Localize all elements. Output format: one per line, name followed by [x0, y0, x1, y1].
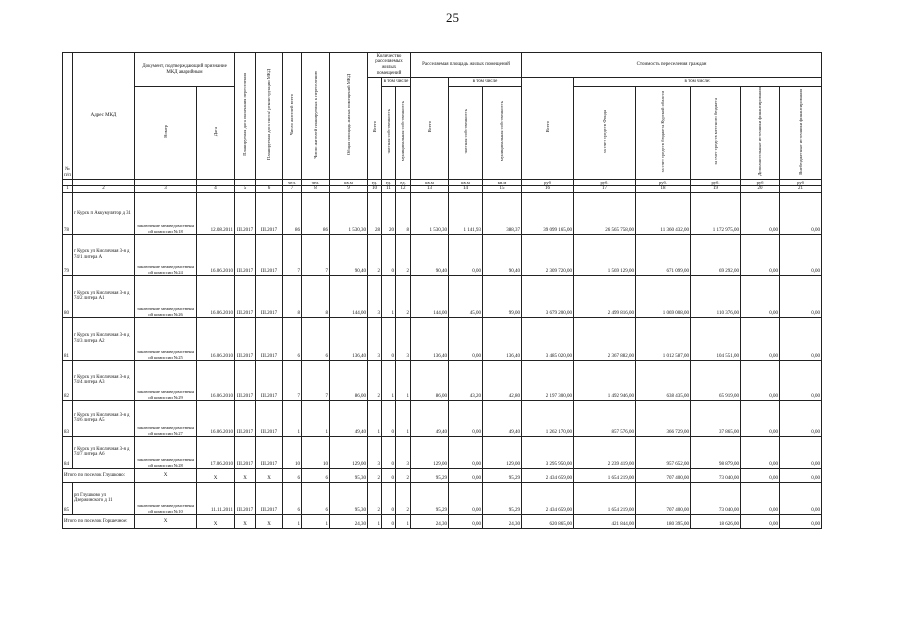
value-cell: 37 865,00 [691, 400, 741, 436]
document-cell: заключение межведомственн ой комиссии №18 [135, 192, 197, 234]
value-cell: 1 [382, 360, 396, 400]
value-cell: 6 [302, 468, 330, 482]
column-number-cell: 21 [780, 185, 822, 192]
value-cell: 638 435,00 [636, 360, 691, 400]
table-row [63, 436, 822, 468]
date-cell: 16.06.2010 [197, 400, 235, 436]
header-total-area: Общая площадь жилых помещений МКД [330, 53, 368, 180]
table-row [63, 482, 822, 514]
column-numbers-row [63, 185, 822, 192]
unit-cell: руб [780, 179, 822, 185]
value-cell: 1 [283, 514, 302, 528]
value-cell: 0,00 [449, 317, 483, 360]
value-cell: 0,00 [780, 192, 822, 234]
value-cell: 0,00 [780, 514, 822, 528]
value-cell: 2 434 659,00 [522, 482, 574, 514]
address-cell: г Курск ул Кисличная 3-я д 74/3 литера А2 [73, 317, 135, 360]
header-region-budget: за счет средств бюджета Курской области [636, 87, 691, 180]
unit-cell: руб. [691, 179, 741, 185]
date-cell: 16.06.2010 [197, 317, 235, 360]
value-cell: 42,80 [483, 360, 522, 400]
value-cell: 2 [368, 468, 382, 482]
value-cell: 671 099,00 [636, 234, 691, 275]
value-cell: 0,00 [449, 468, 483, 482]
value-cell: 0 [382, 317, 396, 360]
planned-end-cell: III.2017 [235, 192, 256, 234]
header-planned-end: Планируемая дата окончания переселения [235, 53, 256, 180]
value-cell: 0 [382, 468, 396, 482]
value-cell: 45,00 [449, 275, 483, 317]
header-planned-demolition: Планируемая дата сноса/ реконструкции МКД [256, 53, 283, 180]
date-cell: 11.11.2011 [197, 482, 235, 514]
address-cell: г Курск ул Кисличная 3-я д 74/2 литера А1 [73, 275, 135, 317]
unit-cell: ед. [368, 179, 382, 185]
value-cell: 1 654 219,00 [574, 468, 636, 482]
value-cell: 0,00 [741, 482, 780, 514]
value-cell: 1 012 587,00 [636, 317, 691, 360]
value-cell: 0 [382, 400, 396, 436]
value-cell: 86,00 [330, 360, 368, 400]
column-number-cell: 18 [636, 185, 691, 192]
resettlement-table [62, 52, 822, 529]
value-cell: 0,00 [449, 514, 483, 528]
value-cell: 0,00 [449, 234, 483, 275]
header-address: Адрес МКД [73, 53, 135, 180]
value-cell: 6 [283, 468, 302, 482]
value-cell: 0,00 [741, 468, 780, 482]
value-cell: 2 499 816,00 [574, 275, 636, 317]
value-cell: 3 485 020,00 [522, 317, 574, 360]
column-number-cell: 10 [368, 185, 382, 192]
column-number-cell: 7 [283, 185, 302, 192]
row-number: 80 [63, 275, 73, 317]
subtotal-label: Итого по поселок Горшечное: [63, 514, 135, 528]
value-cell: 90,40 [411, 234, 449, 275]
document-cell: заключение межведомственн ой комиссии №27 [135, 400, 197, 436]
value-cell: 24,30 [330, 514, 368, 528]
table-row [63, 400, 822, 436]
unit-cell: чел. [283, 179, 302, 185]
column-number-cell: 5 [235, 185, 256, 192]
value-cell: 0,00 [780, 234, 822, 275]
value-cell: 0,00 [780, 360, 822, 400]
header-area-resettled: Расселяемая площадь жилых помещений [411, 53, 522, 78]
value-cell: 1 530,30 [330, 192, 368, 234]
value-cell: 0,00 [741, 436, 780, 468]
row-number: 83 [63, 400, 73, 436]
date-cell: 16.06.2010 [197, 360, 235, 400]
column-number-cell: 11 [382, 185, 396, 192]
value-cell: 18 626,00 [691, 514, 741, 528]
column-number-cell: 8 [302, 185, 330, 192]
document-cell: заключение межведомственн ой комиссии №24 [135, 234, 197, 275]
value-cell: 1 [368, 400, 382, 436]
planned-end-cell: III.2017 [235, 360, 256, 400]
column-number-cell: 9 [330, 185, 368, 192]
value-cell: 144,00 [330, 275, 368, 317]
unit-cell: кв.м [449, 179, 483, 185]
planned-end-cell: III.2017 [235, 436, 256, 468]
header-rooms-private: частная собственность [382, 87, 396, 180]
header-cost-total: Всего [522, 78, 574, 180]
value-cell: 3 [368, 317, 382, 360]
value-cell: 3 [396, 317, 411, 360]
column-number-cell: 16 [522, 185, 574, 192]
value-cell: 95,30 [330, 468, 368, 482]
value-cell: 0,00 [741, 317, 780, 360]
unit-cell: руб. [574, 179, 636, 185]
value-cell: 0,00 [780, 400, 822, 436]
value-cell: 0,00 [741, 400, 780, 436]
value-cell: 2 239 419,00 [574, 436, 636, 468]
planned-end-cell: III.2017 [235, 400, 256, 436]
address-cell: г Курск ул Кисличная 3-я д 74/6 литера А5 [73, 400, 135, 436]
value-cell: 1 [396, 400, 411, 436]
value-cell: 86 [283, 192, 302, 234]
value-cell: 1 [302, 514, 330, 528]
value-cell: 7 [283, 360, 302, 400]
value-cell: 8 [302, 275, 330, 317]
value-cell: 0,00 [780, 436, 822, 468]
value-cell: 1 [302, 400, 330, 436]
value-cell: 26 565 758,00 [574, 192, 636, 234]
unit-cell: руб [522, 179, 574, 185]
value-cell: 8 [396, 192, 411, 234]
unit-cell: чел. [302, 179, 330, 185]
value-cell: 129,00 [411, 436, 449, 468]
value-cell: 49,40 [330, 400, 368, 436]
date-cell: 16.06.2010 [197, 234, 235, 275]
value-cell: 73 040,00 [691, 468, 741, 482]
value-cell: 24,30 [411, 514, 449, 528]
value-cell: 136,40 [330, 317, 368, 360]
header-fund: за счет средств Фонда [574, 87, 636, 180]
table-row [63, 275, 822, 317]
row-number: 82 [63, 360, 73, 400]
value-cell: 1 530,30 [411, 192, 449, 234]
header-rooms-incl: в том числе [382, 78, 411, 87]
header-rooms-total: Всего [368, 78, 382, 180]
value-cell: 1 492 946,00 [574, 360, 636, 400]
value-cell: 10 [302, 436, 330, 468]
planned-demolition-cell: III.2017 [256, 192, 283, 234]
table-row [63, 360, 822, 400]
subtotal-row [63, 468, 822, 482]
value-cell: 0,00 [449, 436, 483, 468]
value-cell: 28 [368, 192, 382, 234]
date-cell: X [197, 514, 235, 528]
date-cell: X [197, 468, 235, 482]
row-number: 79 [63, 234, 73, 275]
column-number-cell: 20 [741, 185, 780, 192]
planned-demolition-cell: III.2017 [256, 275, 283, 317]
planned-demolition-cell: X [256, 468, 283, 482]
document-cell: заключение межведомственн ой комиссии №10 [135, 482, 197, 514]
address-cell: г Курск ул Кисличная 3-я д 74/7 литера А6 [73, 436, 135, 468]
header-residents-planned: Число жителей планируемых к переселению [302, 53, 330, 180]
value-cell: 104 551,00 [691, 317, 741, 360]
value-cell: 73 040,00 [691, 482, 741, 514]
value-cell: 0,00 [449, 482, 483, 514]
address-cell: г Курск ул Кисличная 3-я д 74/1 литера А [73, 234, 135, 275]
value-cell: 620 865,00 [522, 514, 574, 528]
planned-demolition-cell: III.2017 [256, 400, 283, 436]
value-cell: 0 [382, 482, 396, 514]
column-number-cell: 2 [73, 185, 135, 192]
value-cell: 388,37 [483, 192, 522, 234]
table-row [63, 192, 822, 234]
unit-cell: кв.м [330, 179, 368, 185]
value-cell: 2 367 882,00 [574, 317, 636, 360]
unit-cell: ед. [382, 179, 396, 185]
value-cell: 3 [368, 275, 382, 317]
planned-demolition-cell: III.2017 [256, 317, 283, 360]
value-cell: 2 [368, 360, 382, 400]
value-cell: 1 [396, 360, 411, 400]
planned-demolition-cell: III.2017 [256, 360, 283, 400]
value-cell: 129,00 [483, 436, 522, 468]
value-cell: 24,30 [483, 514, 522, 528]
value-cell: 1 [382, 275, 396, 317]
column-number-cell: 1 [63, 185, 73, 192]
row-number: 81 [63, 317, 73, 360]
value-cell: 20 [382, 192, 396, 234]
value-cell: 1 [283, 400, 302, 436]
value-cell: 95,30 [330, 482, 368, 514]
date-cell: 17.06.2010 [197, 436, 235, 468]
row-number: 84 [63, 436, 73, 468]
value-cell: 136,40 [483, 317, 522, 360]
planned-demolition-cell: X [256, 514, 283, 528]
header-doc-date: Дата [197, 87, 235, 180]
value-cell: 3 [396, 436, 411, 468]
planned-demolition-cell: III.2017 [256, 234, 283, 275]
value-cell: 3 [368, 436, 382, 468]
document-cell: заключение межведомственн ой комиссии №25 [135, 317, 197, 360]
table-row [63, 234, 822, 275]
subtotal-label: Итого по поселок Глушково: [63, 468, 135, 482]
value-cell: 0,00 [780, 275, 822, 317]
value-cell: 421 844,00 [574, 514, 636, 528]
value-cell: 857 576,00 [574, 400, 636, 436]
planned-end-cell: X [235, 514, 256, 528]
value-cell: 7 [302, 234, 330, 275]
document-cell: заключение межведомственн ой комиссии №28 [135, 436, 197, 468]
planned-end-cell: III.2017 [235, 317, 256, 360]
planned-end-cell: X [235, 468, 256, 482]
planned-end-cell: III.2017 [235, 234, 256, 275]
value-cell: 110 376,00 [691, 275, 741, 317]
value-cell: 136,40 [411, 317, 449, 360]
value-cell: 69 292,00 [691, 234, 741, 275]
value-cell: 0,00 [449, 400, 483, 436]
value-cell: 0,00 [741, 275, 780, 317]
value-cell: 707 400,00 [636, 482, 691, 514]
header-doc-number: Номер [135, 87, 197, 180]
value-cell: 0,00 [741, 234, 780, 275]
value-cell: 39 099 165,00 [522, 192, 574, 234]
value-cell: 0,00 [780, 317, 822, 360]
value-cell: 90,40 [483, 234, 522, 275]
value-cell: 180 395,00 [636, 514, 691, 528]
header-rooms-municipal: муниципальная собственность [396, 87, 411, 180]
value-cell: 0 [382, 436, 396, 468]
value-cell: 0,00 [780, 482, 822, 514]
value-cell: 2 309 720,00 [522, 234, 574, 275]
value-cell: 1 141,93 [449, 192, 483, 234]
value-cell: 49,40 [483, 400, 522, 436]
value-cell: 3 679 200,00 [522, 275, 574, 317]
value-cell: 90,40 [330, 234, 368, 275]
value-cell: 8 [283, 275, 302, 317]
value-cell: 1 [396, 514, 411, 528]
address-cell: г Курск ул Кисличная 3-я д 74/4 литера А3 [73, 360, 135, 400]
value-cell: 86,00 [411, 360, 449, 400]
value-cell: 6 [283, 482, 302, 514]
column-number-cell: 3 [135, 185, 197, 192]
value-cell: 86 [302, 192, 330, 234]
planned-end-cell: III.2017 [235, 275, 256, 317]
value-cell: 98 879,00 [691, 436, 741, 468]
value-cell: 95,29 [411, 482, 449, 514]
column-number-cell: 12 [396, 185, 411, 192]
header-document: Документ, подтверждающий признание МКД аварийным [135, 53, 235, 87]
value-cell: 366 729,00 [636, 400, 691, 436]
row-number: 78 [63, 192, 73, 234]
row-number: 85 [63, 482, 73, 514]
header-area-incl: в том числе [449, 78, 522, 87]
value-cell: 99,00 [483, 275, 522, 317]
planned-demolition-cell: III.2017 [256, 482, 283, 514]
value-cell: 65 919,00 [691, 360, 741, 400]
value-cell: 0,00 [741, 192, 780, 234]
value-cell: 0 [382, 234, 396, 275]
header-row-num: № п/п [63, 53, 73, 180]
value-cell: 0 [382, 514, 396, 528]
value-cell: 0,00 [741, 360, 780, 400]
date-cell: 16.06.2010 [197, 275, 235, 317]
document-cell: заключение межведомственн ой комиссии №29 [135, 360, 197, 400]
document-cell: заключение межведомственн ой комиссии №26 [135, 275, 197, 317]
unit-cell: ед. [396, 179, 411, 185]
date-cell: 12.08.2011 [197, 192, 235, 234]
planned-end-cell: III.2017 [235, 482, 256, 514]
value-cell: 7 [302, 360, 330, 400]
table-row [63, 317, 822, 360]
value-cell: 144,00 [411, 275, 449, 317]
address-cell: г Курск п Аккумулятор д 31 [73, 192, 135, 234]
header-additional: Дополнительные источники финансирования [741, 87, 780, 180]
value-cell: 957 652,00 [636, 436, 691, 468]
page-number: 25 [446, 10, 459, 25]
value-cell: 2 [368, 234, 382, 275]
value-cell: 6 [302, 482, 330, 514]
value-cell: 2 434 659,00 [522, 468, 574, 482]
value-cell: 129,00 [330, 436, 368, 468]
value-cell: 6 [302, 317, 330, 360]
value-cell: 1 069 008,00 [636, 275, 691, 317]
value-cell: 0,00 [780, 468, 822, 482]
unit-cell: кв.м [411, 179, 449, 185]
value-cell: 1 172 975,00 [691, 192, 741, 234]
value-cell: 2 [396, 234, 411, 275]
header-area-total: Всего [411, 78, 449, 180]
address-cell: рп Глушково ул Дзержинского д 11 [73, 482, 135, 514]
column-number-cell: 13 [411, 185, 449, 192]
value-cell: 1 654 219,00 [574, 482, 636, 514]
value-cell: 2 [396, 482, 411, 514]
subtotal-row [63, 514, 822, 528]
header-rooms-count: Количество расселяемых жилых помещений [368, 53, 411, 78]
header-area-private: частная собственность [449, 87, 483, 180]
value-cell: 2 [396, 468, 411, 482]
header-cost-incl: в том числе: [574, 78, 822, 87]
value-cell: 6 [283, 317, 302, 360]
header-extrabudget: Внебюджетные источники финансирования [780, 87, 822, 180]
value-cell: 7 [283, 234, 302, 275]
column-number-cell: 15 [483, 185, 522, 192]
value-cell: 43,20 [449, 360, 483, 400]
planned-demolition-cell: III.2017 [256, 436, 283, 468]
value-cell: 2 [396, 275, 411, 317]
unit-cell: руб [741, 179, 780, 185]
value-cell: 2 197 300,00 [522, 360, 574, 400]
column-number-cell: 6 [256, 185, 283, 192]
column-number-cell: 17 [574, 185, 636, 192]
value-cell: 95,29 [483, 468, 522, 482]
header-residents-total: Число жителей всего [283, 53, 302, 180]
value-cell: 95,29 [483, 482, 522, 514]
value-cell: 10 [283, 436, 302, 468]
column-number-cell: 4 [197, 185, 235, 192]
unit-cell: руб. [636, 179, 691, 185]
value-cell: 11 360 432,00 [636, 192, 691, 234]
header-area-municipal: муниципальная собственность [483, 87, 522, 180]
value-cell: 707 400,00 [636, 468, 691, 482]
value-cell: 3 295 950,00 [522, 436, 574, 468]
column-number-cell: 14 [449, 185, 483, 192]
header-cost: Стоимость переселения граждан [522, 53, 822, 78]
value-cell: 1 [368, 514, 382, 528]
header-local-budget: за счет средств местного бюджета [691, 87, 741, 180]
value-cell: 49,40 [411, 400, 449, 436]
unit-cell: кв.м [483, 179, 522, 185]
value-cell: 0,00 [741, 514, 780, 528]
value-cell: 1 262 170,00 [522, 400, 574, 436]
value-cell: 1 569 129,00 [574, 234, 636, 275]
value-cell: 2 [368, 482, 382, 514]
value-cell: 95,29 [411, 468, 449, 482]
document-cell: X [135, 514, 197, 528]
document-cell: X [135, 468, 197, 482]
column-number-cell: 19 [691, 185, 741, 192]
